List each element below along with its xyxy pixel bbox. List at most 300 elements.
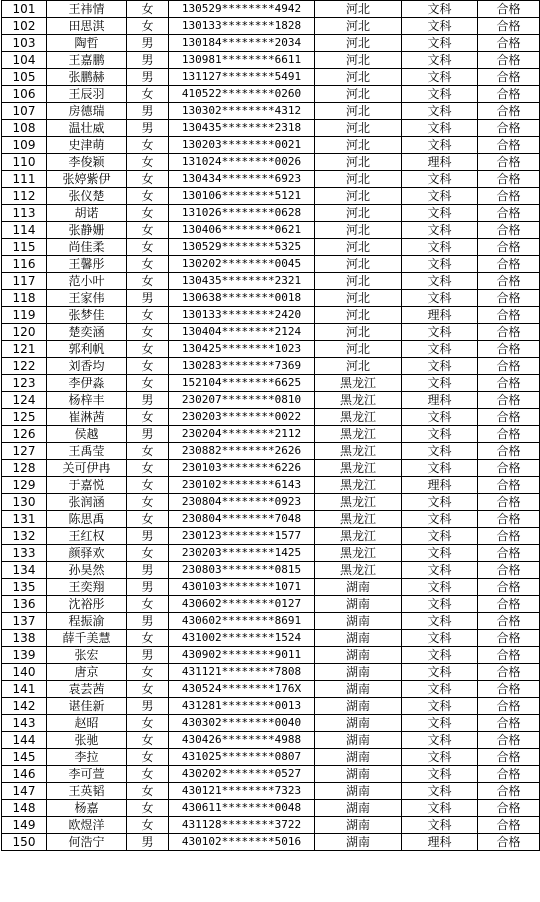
- gender-cell: 女: [127, 205, 169, 222]
- table-row: [2, 528, 540, 545]
- roster-body: [2, 1, 540, 851]
- subject-cell: 文科: [402, 103, 478, 120]
- id-number-cell: 431002********1524: [169, 630, 315, 647]
- student-name-cell: 李拉: [47, 749, 127, 766]
- student-name-cell: 温壮威: [47, 120, 127, 137]
- student-name-cell: 张婷紫伊: [47, 171, 127, 188]
- gender-cell: 女: [127, 256, 169, 273]
- table-row: [2, 392, 540, 409]
- serial-number-cell: 145: [2, 749, 47, 766]
- id-number-cell: 131026********0628: [169, 205, 315, 222]
- id-number-cell: 130203********0021: [169, 137, 315, 154]
- serial-number-cell: 133: [2, 545, 47, 562]
- result-cell: 合格: [478, 392, 540, 409]
- province-cell: 湖南: [315, 766, 402, 783]
- subject-cell: 文科: [402, 766, 478, 783]
- serial-number-cell: 117: [2, 273, 47, 290]
- id-number-cell: 230203********1425: [169, 545, 315, 562]
- id-number-cell: 430302********0040: [169, 715, 315, 732]
- table-row: [2, 494, 540, 511]
- student-name-cell: 侯越: [47, 426, 127, 443]
- result-cell: 合格: [478, 528, 540, 545]
- result-cell: 合格: [478, 749, 540, 766]
- student-name-cell: 郭利帆: [47, 341, 127, 358]
- id-number-cell: 430602********8691: [169, 613, 315, 630]
- gender-cell: 男: [127, 698, 169, 715]
- table-row: [2, 256, 540, 273]
- province-cell: 河北: [315, 341, 402, 358]
- serial-number-cell: 130: [2, 494, 47, 511]
- id-number-cell: 230204********2112: [169, 426, 315, 443]
- table-row: [2, 1, 540, 18]
- subject-cell: 文科: [402, 681, 478, 698]
- result-cell: 合格: [478, 409, 540, 426]
- id-number-cell: 431025********0807: [169, 749, 315, 766]
- table-row: [2, 698, 540, 715]
- table-row: [2, 800, 540, 817]
- result-cell: 合格: [478, 205, 540, 222]
- gender-cell: 女: [127, 222, 169, 239]
- result-cell: 合格: [478, 545, 540, 562]
- province-cell: 黑龙江: [315, 494, 402, 511]
- subject-cell: 文科: [402, 783, 478, 800]
- serial-number-cell: 141: [2, 681, 47, 698]
- serial-number-cell: 122: [2, 358, 47, 375]
- student-name-cell: 赵昭: [47, 715, 127, 732]
- province-cell: 黑龙江: [315, 392, 402, 409]
- table-row: [2, 477, 540, 494]
- gender-cell: 女: [127, 596, 169, 613]
- student-name-cell: 关可伊冉: [47, 460, 127, 477]
- gender-cell: 女: [127, 511, 169, 528]
- id-number-cell: 130981********6611: [169, 52, 315, 69]
- student-name-cell: 杨梓丰: [47, 392, 127, 409]
- subject-cell: 文科: [402, 205, 478, 222]
- table-row: [2, 103, 540, 120]
- subject-cell: 文科: [402, 494, 478, 511]
- subject-cell: 文科: [402, 1, 478, 18]
- result-cell: 合格: [478, 103, 540, 120]
- province-cell: 黑龙江: [315, 443, 402, 460]
- province-cell: 河北: [315, 103, 402, 120]
- subject-cell: 文科: [402, 749, 478, 766]
- gender-cell: 女: [127, 630, 169, 647]
- province-cell: 湖南: [315, 698, 402, 715]
- serial-number-cell: 103: [2, 35, 47, 52]
- serial-number-cell: 146: [2, 766, 47, 783]
- id-number-cell: 130529********5325: [169, 239, 315, 256]
- subject-cell: 文科: [402, 579, 478, 596]
- id-number-cell: 430202********0527: [169, 766, 315, 783]
- gender-cell: 女: [127, 715, 169, 732]
- province-cell: 湖南: [315, 732, 402, 749]
- table-row: [2, 290, 540, 307]
- gender-cell: 女: [127, 358, 169, 375]
- result-cell: 合格: [478, 443, 540, 460]
- subject-cell: 文科: [402, 239, 478, 256]
- subject-cell: 文科: [402, 630, 478, 647]
- province-cell: 河北: [315, 137, 402, 154]
- student-name-cell: 史津萌: [47, 137, 127, 154]
- id-number-cell: 430426********4988: [169, 732, 315, 749]
- id-number-cell: 431121********7808: [169, 664, 315, 681]
- province-cell: 黑龙江: [315, 426, 402, 443]
- gender-cell: 女: [127, 783, 169, 800]
- student-name-cell: 王辰羽: [47, 86, 127, 103]
- province-cell: 黑龙江: [315, 528, 402, 545]
- province-cell: 湖南: [315, 800, 402, 817]
- id-number-cell: 130106********5121: [169, 188, 315, 205]
- id-number-cell: 130184********2034: [169, 35, 315, 52]
- student-name-cell: 程振渝: [47, 613, 127, 630]
- serial-number-cell: 147: [2, 783, 47, 800]
- gender-cell: 男: [127, 392, 169, 409]
- student-name-cell: 王英韬: [47, 783, 127, 800]
- serial-number-cell: 124: [2, 392, 47, 409]
- serial-number-cell: 134: [2, 562, 47, 579]
- gender-cell: 男: [127, 52, 169, 69]
- serial-number-cell: 107: [2, 103, 47, 120]
- subject-cell: 文科: [402, 460, 478, 477]
- table-row: [2, 834, 540, 851]
- student-name-cell: 王禹莹: [47, 443, 127, 460]
- table-row: [2, 681, 540, 698]
- table-row: [2, 783, 540, 800]
- subject-cell: 文科: [402, 341, 478, 358]
- serial-number-cell: 101: [2, 1, 47, 18]
- subject-cell: 文科: [402, 358, 478, 375]
- subject-cell: 文科: [402, 375, 478, 392]
- student-name-cell: 欧煜洋: [47, 817, 127, 834]
- gender-cell: 女: [127, 477, 169, 494]
- table-row: [2, 511, 540, 528]
- student-name-cell: 王嘉鹏: [47, 52, 127, 69]
- student-name-cell: 张宏: [47, 647, 127, 664]
- province-cell: 河北: [315, 256, 402, 273]
- gender-cell: 女: [127, 239, 169, 256]
- table-row: [2, 35, 540, 52]
- result-cell: 合格: [478, 358, 540, 375]
- result-cell: 合格: [478, 154, 540, 171]
- table-row: [2, 715, 540, 732]
- result-cell: 合格: [478, 307, 540, 324]
- serial-number-cell: 120: [2, 324, 47, 341]
- student-name-cell: 房德瑞: [47, 103, 127, 120]
- student-name-cell: 杨嘉: [47, 800, 127, 817]
- serial-number-cell: 129: [2, 477, 47, 494]
- subject-cell: 文科: [402, 562, 478, 579]
- result-cell: 合格: [478, 664, 540, 681]
- id-number-cell: 130529********4942: [169, 1, 315, 18]
- serial-number-cell: 114: [2, 222, 47, 239]
- province-cell: 河北: [315, 154, 402, 171]
- student-name-cell: 颜驿欢: [47, 545, 127, 562]
- student-name-cell: 唐京: [47, 664, 127, 681]
- student-name-cell: 张仪楚: [47, 188, 127, 205]
- subject-cell: 文科: [402, 545, 478, 562]
- serial-number-cell: 125: [2, 409, 47, 426]
- gender-cell: 女: [127, 341, 169, 358]
- student-name-cell: 尚佳柔: [47, 239, 127, 256]
- province-cell: 河北: [315, 188, 402, 205]
- serial-number-cell: 110: [2, 154, 47, 171]
- id-number-cell: 431128********3722: [169, 817, 315, 834]
- serial-number-cell: 113: [2, 205, 47, 222]
- gender-cell: 女: [127, 324, 169, 341]
- province-cell: 湖南: [315, 647, 402, 664]
- table-row: [2, 307, 540, 324]
- id-number-cell: 230123********1577: [169, 528, 315, 545]
- result-cell: 合格: [478, 766, 540, 783]
- table-row: [2, 358, 540, 375]
- serial-number-cell: 136: [2, 596, 47, 613]
- result-cell: 合格: [478, 613, 540, 630]
- result-cell: 合格: [478, 681, 540, 698]
- result-cell: 合格: [478, 341, 540, 358]
- province-cell: 黑龙江: [315, 460, 402, 477]
- result-cell: 合格: [478, 1, 540, 18]
- subject-cell: 文科: [402, 256, 478, 273]
- table-row: [2, 630, 540, 647]
- province-cell: 河北: [315, 307, 402, 324]
- gender-cell: 女: [127, 817, 169, 834]
- province-cell: 黑龙江: [315, 562, 402, 579]
- id-number-cell: 130404********2124: [169, 324, 315, 341]
- subject-cell: 文科: [402, 647, 478, 664]
- student-name-cell: 孙昊然: [47, 562, 127, 579]
- gender-cell: 女: [127, 494, 169, 511]
- province-cell: 河北: [315, 358, 402, 375]
- serial-number-cell: 109: [2, 137, 47, 154]
- result-cell: 合格: [478, 137, 540, 154]
- province-cell: 黑龙江: [315, 511, 402, 528]
- subject-cell: 文科: [402, 817, 478, 834]
- serial-number-cell: 104: [2, 52, 47, 69]
- id-number-cell: 130425********1023: [169, 341, 315, 358]
- result-cell: 合格: [478, 86, 540, 103]
- gender-cell: 女: [127, 86, 169, 103]
- table-row: [2, 596, 540, 613]
- result-cell: 合格: [478, 35, 540, 52]
- province-cell: 河北: [315, 35, 402, 52]
- province-cell: 黑龙江: [315, 477, 402, 494]
- gender-cell: 女: [127, 800, 169, 817]
- province-cell: 河北: [315, 52, 402, 69]
- subject-cell: 文科: [402, 18, 478, 35]
- result-cell: 合格: [478, 273, 540, 290]
- serial-number-cell: 140: [2, 664, 47, 681]
- gender-cell: 男: [127, 528, 169, 545]
- province-cell: 河北: [315, 273, 402, 290]
- subject-cell: 理科: [402, 392, 478, 409]
- gender-cell: 女: [127, 1, 169, 18]
- id-number-cell: 430602********0127: [169, 596, 315, 613]
- province-cell: 河北: [315, 205, 402, 222]
- gender-cell: 女: [127, 307, 169, 324]
- gender-cell: 男: [127, 290, 169, 307]
- result-cell: 合格: [478, 647, 540, 664]
- table-row: [2, 562, 540, 579]
- subject-cell: 文科: [402, 222, 478, 239]
- serial-number-cell: 144: [2, 732, 47, 749]
- gender-cell: 女: [127, 273, 169, 290]
- result-cell: 合格: [478, 511, 540, 528]
- id-number-cell: 230804********0923: [169, 494, 315, 511]
- id-number-cell: 430103********1071: [169, 579, 315, 596]
- result-cell: 合格: [478, 783, 540, 800]
- result-cell: 合格: [478, 18, 540, 35]
- result-cell: 合格: [478, 188, 540, 205]
- serial-number-cell: 138: [2, 630, 47, 647]
- gender-cell: 男: [127, 120, 169, 137]
- province-cell: 河北: [315, 120, 402, 137]
- serial-number-cell: 106: [2, 86, 47, 103]
- table-row: [2, 69, 540, 86]
- subject-cell: 文科: [402, 273, 478, 290]
- gender-cell: 女: [127, 749, 169, 766]
- province-cell: 河北: [315, 222, 402, 239]
- student-name-cell: 张静姗: [47, 222, 127, 239]
- gender-cell: 男: [127, 647, 169, 664]
- serial-number-cell: 115: [2, 239, 47, 256]
- subject-cell: 文科: [402, 443, 478, 460]
- subject-cell: 文科: [402, 188, 478, 205]
- gender-cell: 女: [127, 766, 169, 783]
- serial-number-cell: 148: [2, 800, 47, 817]
- student-name-cell: 薛千美慧: [47, 630, 127, 647]
- province-cell: 湖南: [315, 834, 402, 851]
- id-number-cell: 130302********4312: [169, 103, 315, 120]
- subject-cell: 文科: [402, 69, 478, 86]
- subject-cell: 理科: [402, 477, 478, 494]
- student-name-cell: 谌佳新: [47, 698, 127, 715]
- result-cell: 合格: [478, 52, 540, 69]
- serial-number-cell: 137: [2, 613, 47, 630]
- student-name-cell: 李可萱: [47, 766, 127, 783]
- province-cell: 湖南: [315, 579, 402, 596]
- table-row: [2, 766, 540, 783]
- subject-cell: 理科: [402, 834, 478, 851]
- subject-cell: 文科: [402, 613, 478, 630]
- table-row: [2, 222, 540, 239]
- gender-cell: 男: [127, 613, 169, 630]
- serial-number-cell: 105: [2, 69, 47, 86]
- id-number-cell: 130133********1828: [169, 18, 315, 35]
- gender-cell: 女: [127, 545, 169, 562]
- student-name-cell: 楚奕涵: [47, 324, 127, 341]
- id-number-cell: 230102********6143: [169, 477, 315, 494]
- result-cell: 合格: [478, 460, 540, 477]
- subject-cell: 文科: [402, 35, 478, 52]
- table-row: [2, 647, 540, 664]
- result-cell: 合格: [478, 290, 540, 307]
- subject-cell: 文科: [402, 732, 478, 749]
- table-row: [2, 426, 540, 443]
- id-number-cell: 230207********0810: [169, 392, 315, 409]
- student-name-cell: 刘香均: [47, 358, 127, 375]
- table-row: [2, 239, 540, 256]
- id-number-cell: 410522********0260: [169, 86, 315, 103]
- serial-number-cell: 118: [2, 290, 47, 307]
- student-name-cell: 张驰: [47, 732, 127, 749]
- subject-cell: 文科: [402, 171, 478, 188]
- result-cell: 合格: [478, 477, 540, 494]
- gender-cell: 女: [127, 409, 169, 426]
- table-row: [2, 86, 540, 103]
- gender-cell: 女: [127, 188, 169, 205]
- gender-cell: 女: [127, 154, 169, 171]
- gender-cell: 男: [127, 562, 169, 579]
- table-row: [2, 613, 540, 630]
- table-row: [2, 409, 540, 426]
- table-row: [2, 154, 540, 171]
- student-name-cell: 于嘉悦: [47, 477, 127, 494]
- serial-number-cell: 143: [2, 715, 47, 732]
- id-number-cell: 431281********0013: [169, 698, 315, 715]
- student-name-cell: 王家伟: [47, 290, 127, 307]
- result-cell: 合格: [478, 222, 540, 239]
- id-number-cell: 430121********7323: [169, 783, 315, 800]
- gender-cell: 女: [127, 732, 169, 749]
- result-cell: 合格: [478, 426, 540, 443]
- student-roster-table: [1, 0, 540, 851]
- serial-number-cell: 150: [2, 834, 47, 851]
- subject-cell: 文科: [402, 596, 478, 613]
- province-cell: 黑龙江: [315, 545, 402, 562]
- result-cell: 合格: [478, 732, 540, 749]
- gender-cell: 女: [127, 443, 169, 460]
- result-cell: 合格: [478, 800, 540, 817]
- province-cell: 湖南: [315, 783, 402, 800]
- result-cell: 合格: [478, 562, 540, 579]
- subject-cell: 理科: [402, 307, 478, 324]
- province-cell: 湖南: [315, 596, 402, 613]
- id-number-cell: 152104********6625: [169, 375, 315, 392]
- table-row: [2, 324, 540, 341]
- student-name-cell: 范小叶: [47, 273, 127, 290]
- student-name-cell: 沈裕彤: [47, 596, 127, 613]
- result-cell: 合格: [478, 120, 540, 137]
- student-name-cell: 王红权: [47, 528, 127, 545]
- gender-cell: 女: [127, 171, 169, 188]
- province-cell: 湖南: [315, 613, 402, 630]
- serial-number-cell: 128: [2, 460, 47, 477]
- table-row: [2, 52, 540, 69]
- result-cell: 合格: [478, 630, 540, 647]
- result-cell: 合格: [478, 375, 540, 392]
- id-number-cell: 430102********5016: [169, 834, 315, 851]
- gender-cell: 男: [127, 426, 169, 443]
- table-row: [2, 545, 540, 562]
- province-cell: 河北: [315, 18, 402, 35]
- result-cell: 合格: [478, 834, 540, 851]
- student-name-cell: 张鹏赫: [47, 69, 127, 86]
- serial-number-cell: 149: [2, 817, 47, 834]
- subject-cell: 文科: [402, 290, 478, 307]
- table-row: [2, 460, 540, 477]
- student-name-cell: 袁芸茜: [47, 681, 127, 698]
- id-number-cell: 230804********7048: [169, 511, 315, 528]
- serial-number-cell: 123: [2, 375, 47, 392]
- serial-number-cell: 102: [2, 18, 47, 35]
- result-cell: 合格: [478, 256, 540, 273]
- province-cell: 湖南: [315, 749, 402, 766]
- province-cell: 河北: [315, 86, 402, 103]
- table-row: [2, 664, 540, 681]
- subject-cell: 文科: [402, 86, 478, 103]
- table-row: [2, 749, 540, 766]
- student-name-cell: 陈思禹: [47, 511, 127, 528]
